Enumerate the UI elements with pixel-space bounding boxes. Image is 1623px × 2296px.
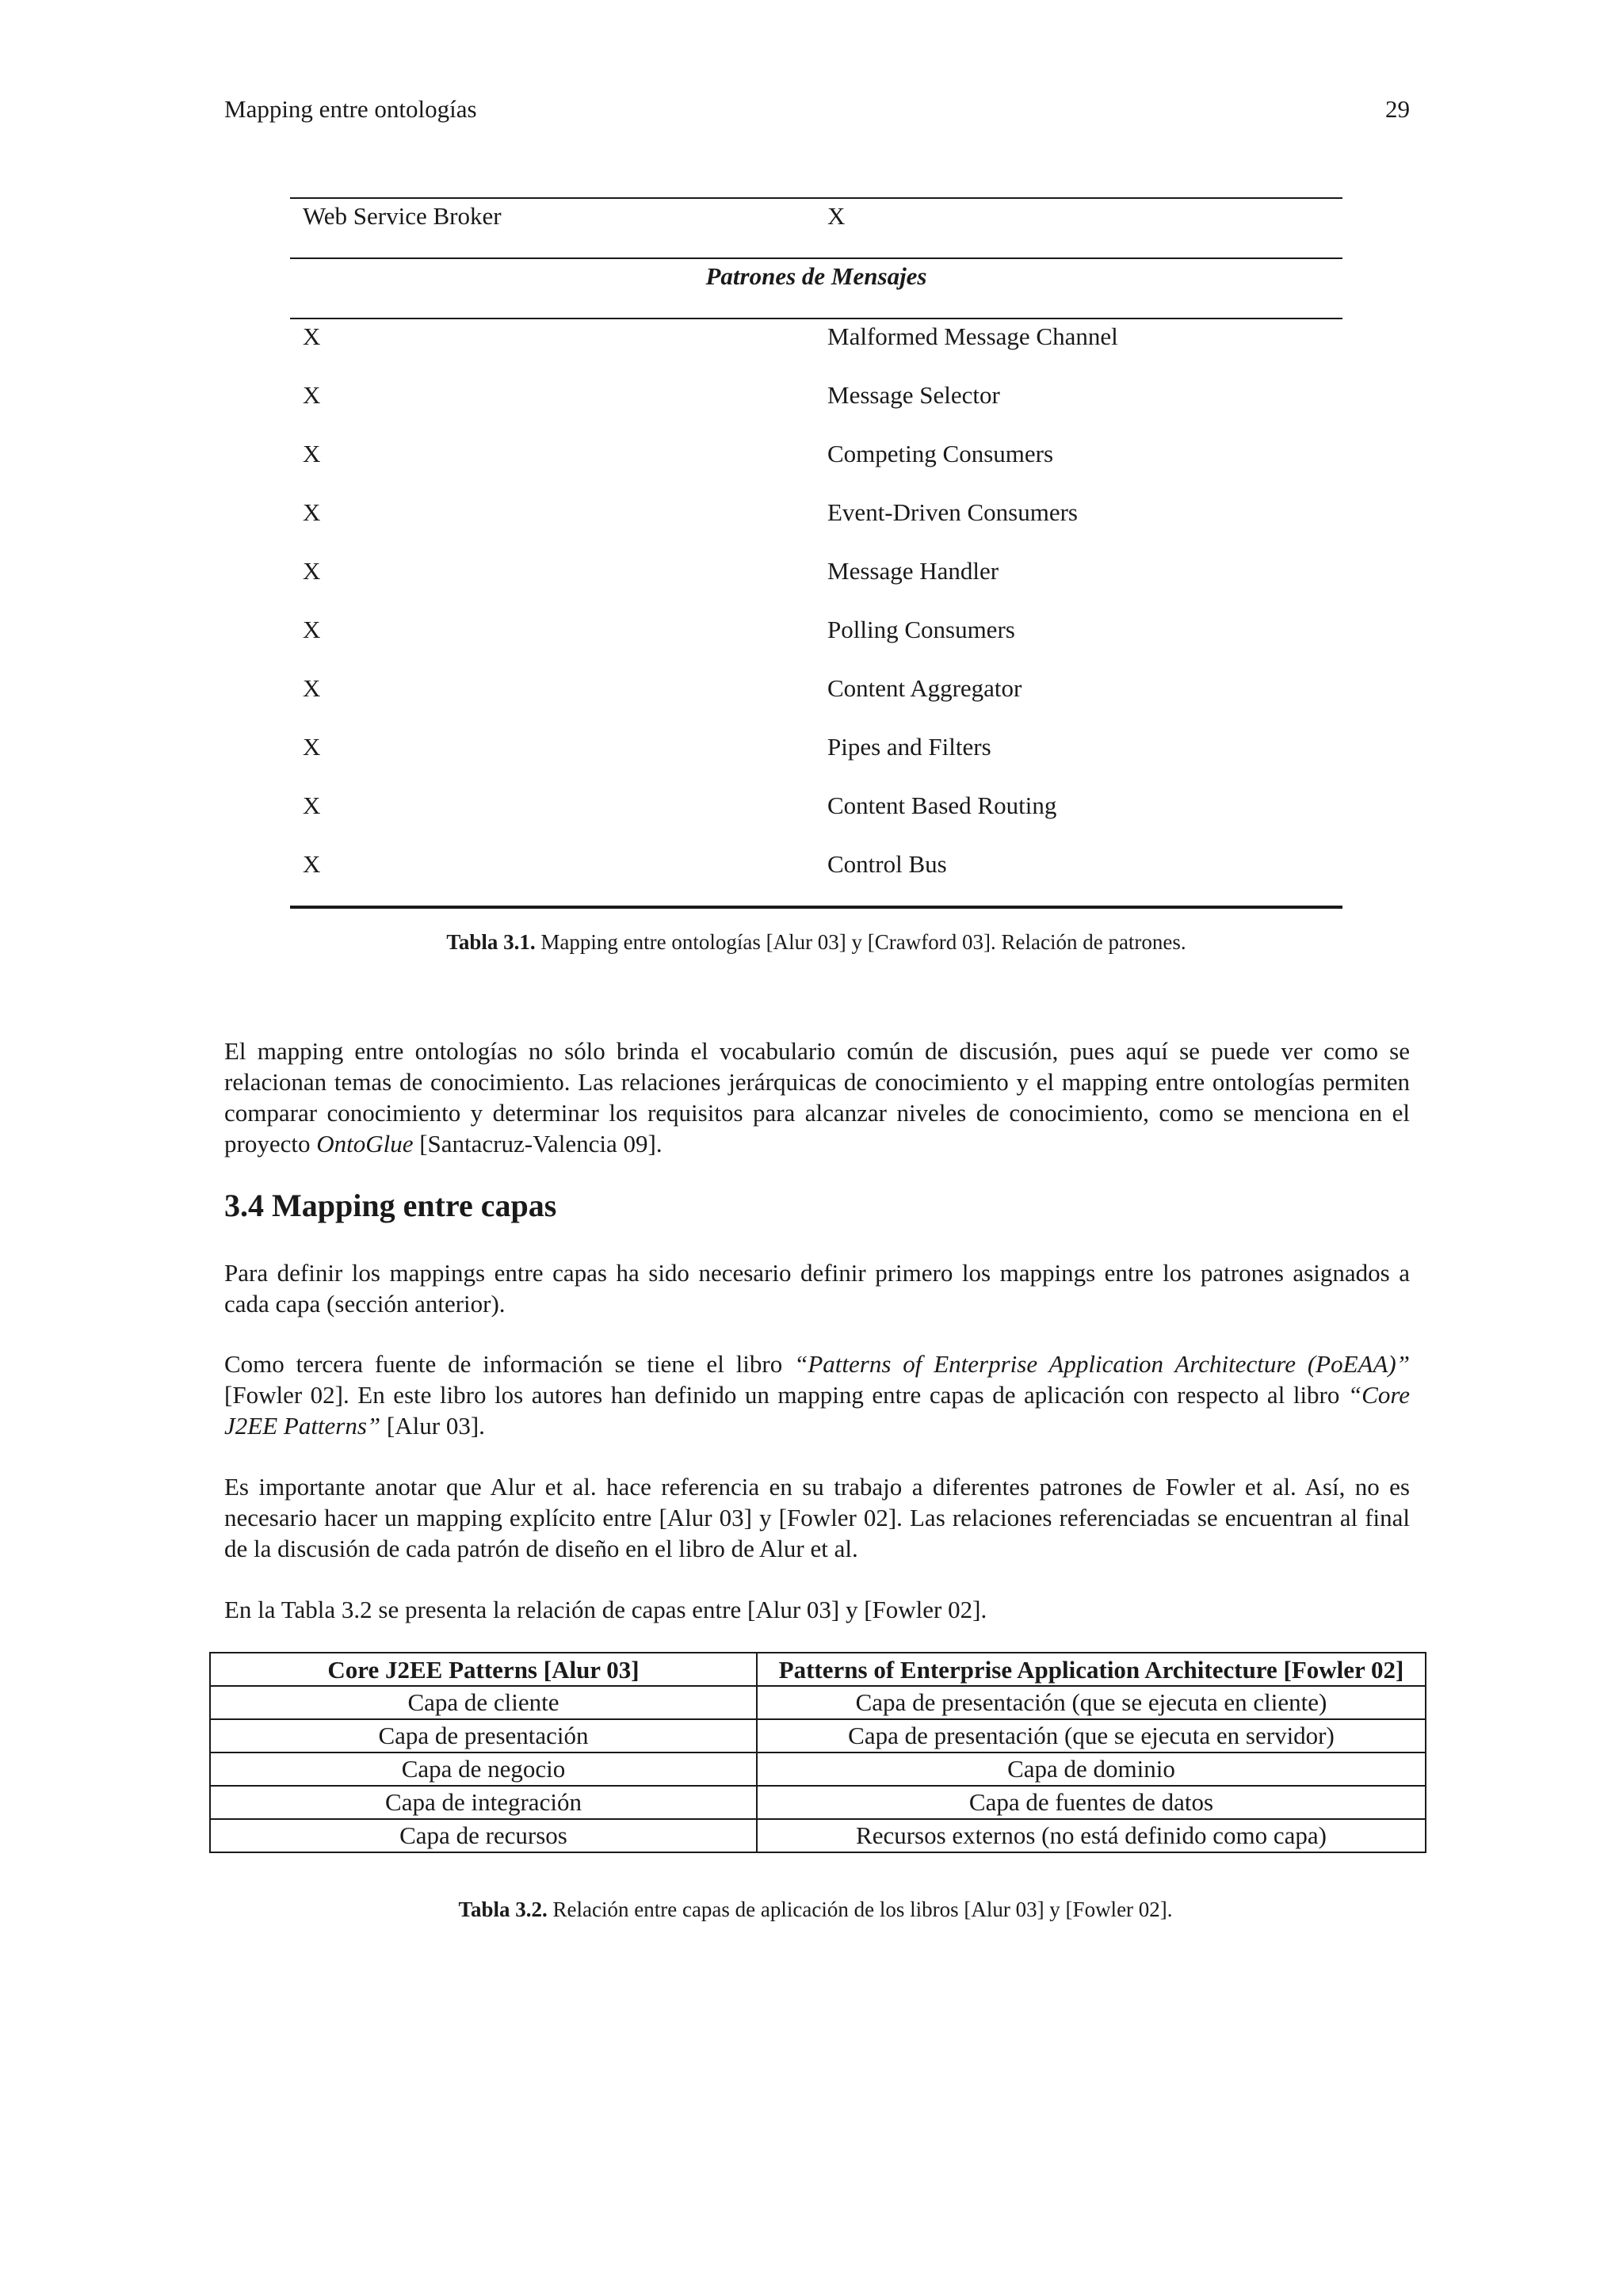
table-cell: Malformed Message Channel [827,322,1118,350]
paragraph-text: [Santacruz-Valencia 09]. [413,1130,663,1158]
table-cell: Content Aggregator [827,674,1022,702]
table-cell: X [303,440,321,467]
table-cell: Event-Driven Consumers [827,498,1078,526]
table-cell: X [303,616,321,643]
paragraph-text: Como tercera fuente de información se tiene el libro [224,1350,795,1378]
table-cell: Message Handler [827,557,999,585]
table-row [290,730,1342,788]
table-cell: Web Service Broker [303,202,502,230]
table-cell: Capa de fuentes de datos [757,1786,1426,1819]
table-row [290,847,1342,906]
table-cell: X [303,381,321,409]
table-cell: Recursos externos (no está definido como capa) [757,1819,1426,1852]
table-cell: Message Selector [827,381,1000,409]
table-section-title: Patrones de Mensajes [705,262,927,290]
paragraph-italic: “Core J2EE Patterns” [224,1381,1410,1440]
table-cell: Capa de dominio [757,1753,1426,1786]
table-row [290,437,1342,495]
paragraph-alur-fowler: Es importante anotar que Alur et al. hace referencia en su trabajo a diferentes patrones de Fowler et al. Así, no es necesario hacer un mapping explícito entre [Alur 03] y [Fowler 02]. Las relaciones referenciadas se encuentran al final de la discusión de cada patrón de diseño en el libro de Alur et al. [224,1473,1410,1562]
running-header [224,95,1410,135]
table-cell: Content Based Routing [827,791,1057,819]
table-cell: Polling Consumers [827,616,1015,643]
table-cell: Capa de presentación (que se ejecuta en cliente) [757,1686,1426,1719]
caption-label: Tabla 3.2. [458,1897,548,1921]
table-cell: Capa de integración [210,1786,757,1819]
paragraph-ontology-mapping [224,1035,1410,1159]
table-row [210,1719,1426,1753]
table-cell: Capa de presentación [210,1719,757,1753]
table-3-2-caption [209,1897,1422,1922]
paragraph-define-mappings: Para definir los mappings entre capas ha sido necesario definir primero los mappings entre los patrones asignados a cada capa (sección anterior). [224,1259,1410,1318]
caption-label: Tabla 3.1. [446,930,536,954]
paragraph-text: [Alur 03]. [380,1412,485,1440]
table-rule-bottom [290,906,1342,909]
caption-text: Relación entre capas de aplicación de los libros [Alur 03] y [Fowler 02]. [547,1897,1173,1921]
table-cell: Competing Consumers [827,440,1054,467]
table-cell: Capa de cliente [210,1686,757,1719]
table-row [210,1753,1426,1786]
paragraph-italic: “Patterns of Enterprise Application Architecture (PoEAA)” [794,1350,1410,1378]
table-row [290,319,1342,378]
table-row [290,554,1342,612]
caption-text: Mapping entre ontologías [Alur 03] y [Crawford 03]. Relación de patrones. [535,930,1186,954]
table-cell: X [303,322,321,350]
paragraph-text: [Fowler 02]. En este libro los autores han definido un mapping entre capas de aplicación con respecto al libro [224,1381,1348,1409]
page-number: 29 [1385,95,1410,123]
table-cell: X [303,791,321,819]
paragraph-table-intro: En la Tabla 3.2 se presenta la relación de capas entre [Alur 03] y [Fowler 02]. [224,1596,987,1623]
paragraph-text: El mapping entre ontologías no sólo brinda el vocabulario común de discusión, pues aquí se puede ver como se relacionan temas de conocimiento. Las relaciones jerárquicas de conocimiento y el mapping entre ontologías permiten comparar conocimiento y determinar los requisitos para alcanzar niveles de conocimiento, como se menciona en el proyecto [224,1037,1410,1158]
table-header-cell: Core J2EE Patterns [Alur 03] [210,1653,757,1686]
table-cell: X [303,733,321,761]
table-row [290,671,1342,730]
table-row [290,378,1342,437]
table-cell: Pipes and Filters [827,733,991,761]
table-cell: X [303,557,321,585]
table-cell: X [303,498,321,526]
table-row [290,612,1342,671]
table-cell: Capa de negocio [210,1753,757,1786]
table-3-1 [290,197,1342,909]
table-row [210,1819,1426,1852]
table-header-row [210,1653,1426,1686]
table-3-1-caption [290,930,1342,955]
table-header-cell: Patterns of Enterprise Application Architecture [Fowler 02] [757,1653,1426,1686]
table-row [290,495,1342,554]
table-cell: Capa de presentación (que se ejecuta en servidor) [757,1719,1426,1753]
table-row [290,788,1342,847]
paragraph-italic: OntoGlue [316,1130,414,1158]
table-cell: Capa de recursos [210,1819,757,1852]
table-cell: Control Bus [827,850,947,878]
running-header-title: Mapping entre ontologías [224,95,477,123]
section-heading: 3.4 Mapping entre capas [224,1188,557,1223]
table-row [290,199,1342,257]
table-3-2 [209,1652,1426,1853]
table-cell: X [827,202,846,230]
table-cell: X [303,850,321,878]
paragraph-third-source [224,1348,1410,1441]
table-row [210,1786,1426,1819]
table-cell: X [303,674,321,702]
table-row [210,1686,1426,1719]
